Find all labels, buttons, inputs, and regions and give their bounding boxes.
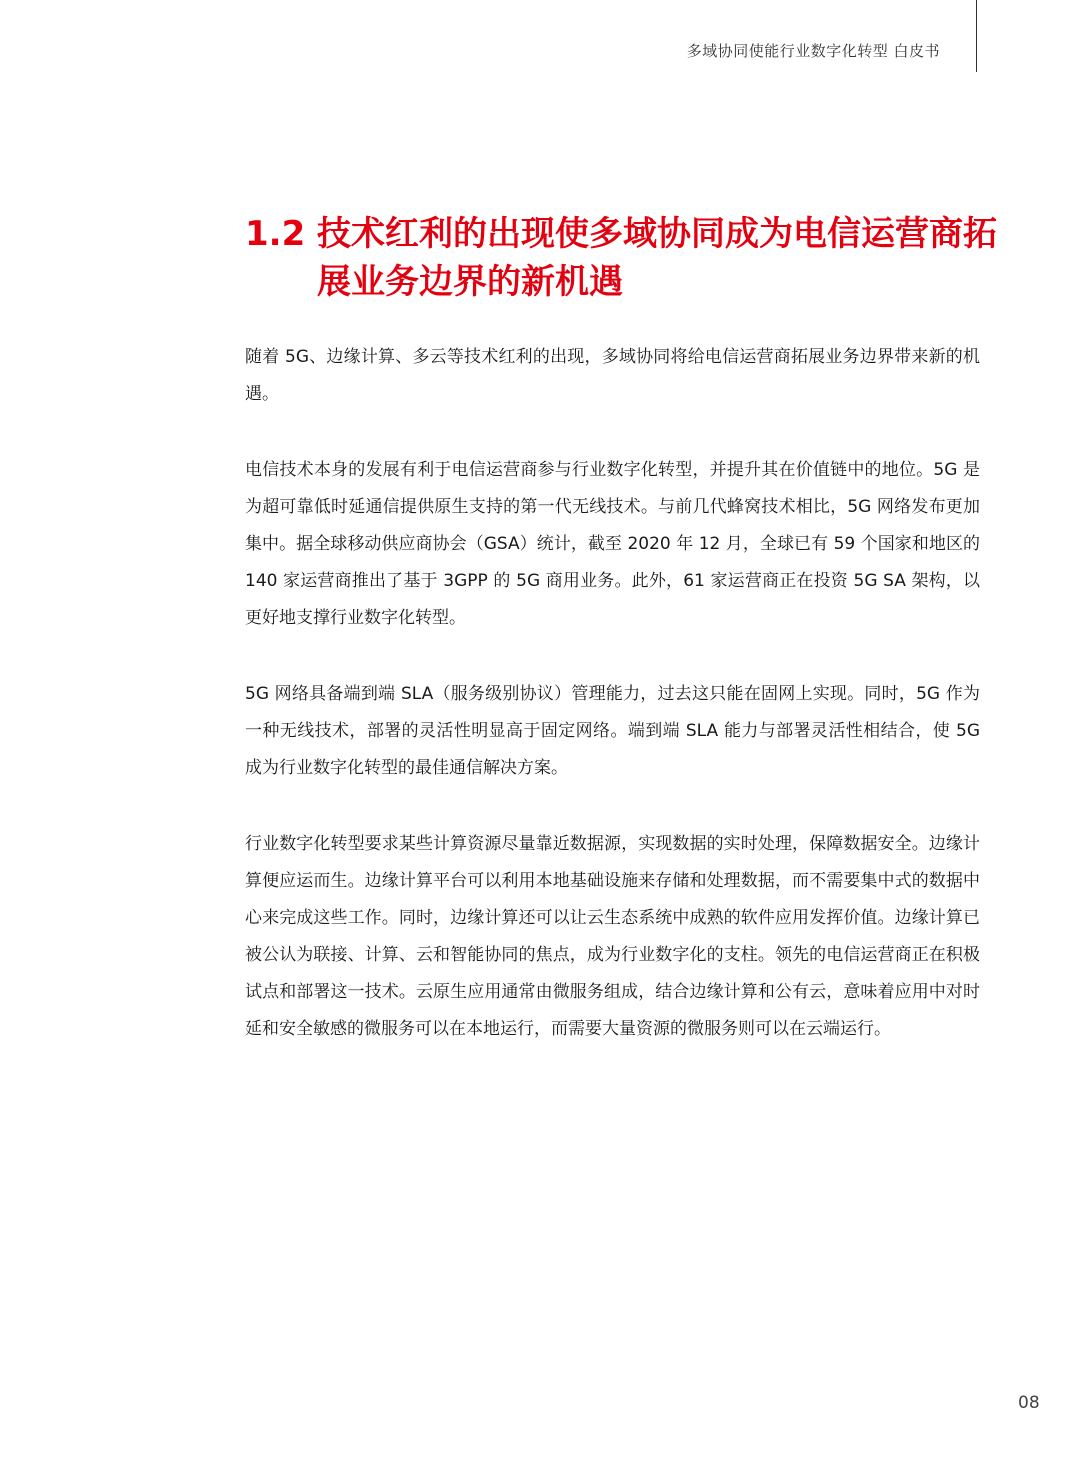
- section-title: 技术红利的出现使多域协同成为电信运营商拓 展业务边界的新机遇: [317, 214, 997, 302]
- paragraph-3: 5G 网络具备端到端 SLA（服务级别协议）管理能力，过去这只能在固网上实现。同时，5G 作为一种无线技术，部署的灵活性明显高于固定网络。端到端 SLA 能力与部署灵活性相结合，使 5G 成为行业数字化转型的最佳通信解决方案。: [245, 684, 980, 778]
- body-text: [245, 339, 980, 1087]
- header-divider: [976, 0, 977, 72]
- section-number: 1.2: [245, 214, 306, 254]
- document-header-title: 多域协同使能行业数字化转型 白皮书: [686, 42, 940, 60]
- paragraph-4: 行业数字化转型要求某些计算资源尽量靠近数据源，实现数据的实时处理，保障数据安全。边缘计算便应运而生。边缘计算平台可以利用本地基础设施来存储和处理数据，而不需要集中式的数据中心来完成这些工作。同时，边缘计算还可以让云生态系统中成熟的软件应用发挥价值。边缘计算已被公认为联接、计算、云和智能协同的焦点，成为行业数字化的支柱。领先的电信运营商正在积极试点和部署这一技术。云原生应用通常由微服务组成，结合边缘计算和公有云，意味着应用中对时延和安全敏感的微服务可以在本地运行，而需要大量资源的微服务则可以在云端运行。: [245, 834, 980, 1039]
- section-heading: [245, 210, 1005, 306]
- paragraph-1: 随着 5G、边缘计算、多云等技术红利的出现，多域协同将给电信运营商拓展业务边界带来新的机遇。: [245, 347, 980, 404]
- page-number: 08: [1018, 1393, 1040, 1413]
- paragraph-2: 电信技术本身的发展有利于电信运营商参与行业数字化转型，并提升其在价值链中的地位。5G 是为超可靠低时延通信提供原生支持的第一代无线技术。与前几代蜂窝技术相比，5G 网络发布更加集中。据全球移动供应商协会（GSA）统计，截至 2020 年 12 月，全球已有 59 个国家和地区的 140 家运营商推出了基于 3GPP 的 5G 商用业务。此外，61 家运营商正在投资 5G SA 架构，以更好地支撑行业数字化转型。: [245, 460, 980, 628]
